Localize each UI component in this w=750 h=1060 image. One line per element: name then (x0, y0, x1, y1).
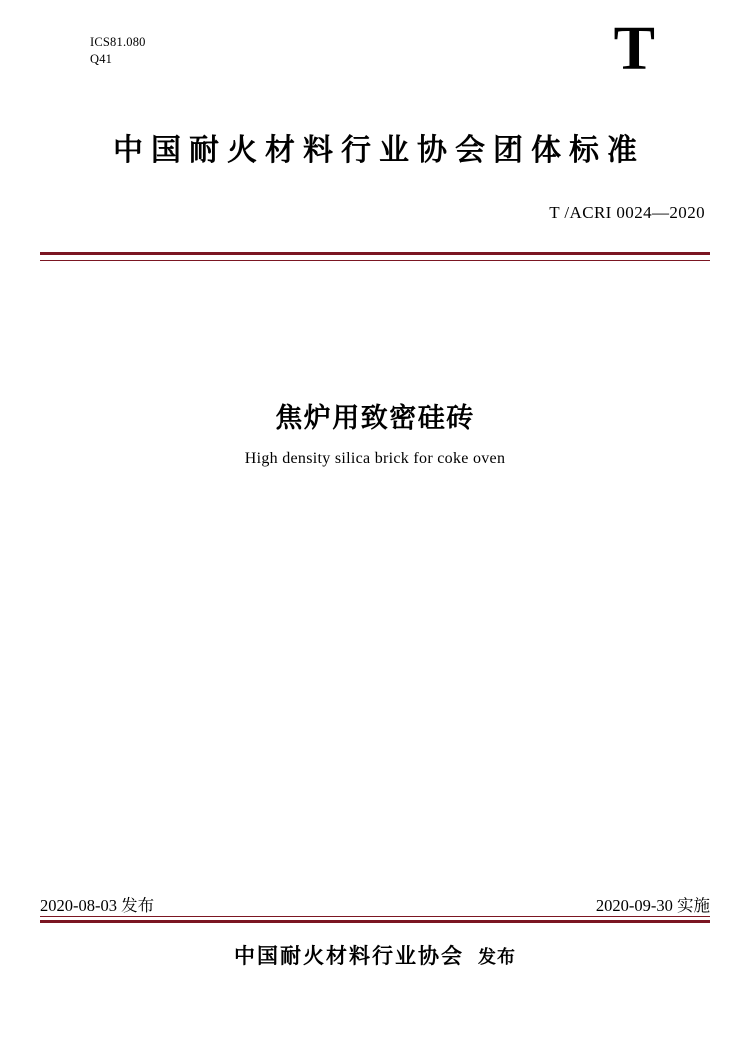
association-logo-icon: T (613, 15, 655, 83)
header-rule-thick (40, 252, 710, 255)
footer-rule-thin (40, 916, 710, 917)
header-rule-thin (40, 260, 710, 261)
cover-header (50, 0, 700, 124)
ics-block (90, 34, 146, 68)
classification-code: Q41 (90, 52, 113, 66)
association-title: 中国耐火材料行业协会团体标准 (113, 133, 645, 168)
document-title-en: High density silica brick for coke oven (244, 450, 506, 467)
footer-rule-thick (40, 920, 710, 923)
document-title-cn: 焦炉用致密硅砖 (275, 403, 475, 434)
ics-code: ICS81.080 (90, 35, 146, 49)
publisher-verb: 发布 (478, 947, 516, 968)
issue-date: 2020-08-03 发布 (40, 896, 155, 915)
publisher-line (0, 940, 750, 970)
publisher-name: 中国耐火材料行业协会 (234, 944, 464, 968)
standard-number: T /ACRI 0024—2020 (549, 203, 705, 222)
footer-dates (40, 892, 710, 916)
effective-date: 2020-09-30 实施 (595, 896, 710, 915)
